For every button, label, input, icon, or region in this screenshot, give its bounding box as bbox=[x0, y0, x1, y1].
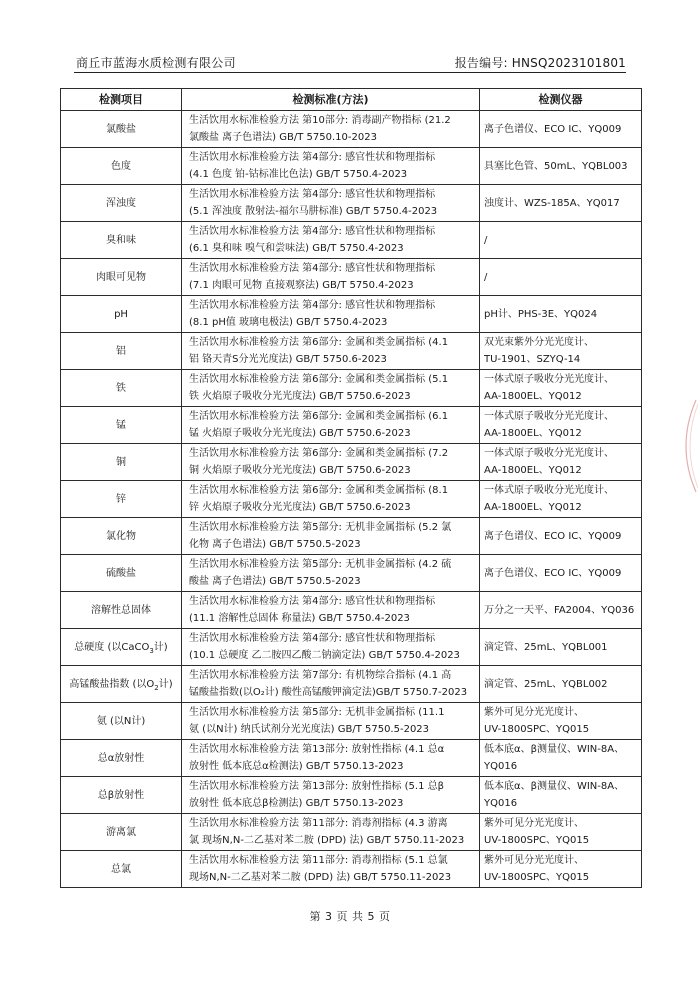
test-standard-line: 化物 离子色谱法) GB/T 5750.5-2023 bbox=[189, 539, 361, 550]
test-item-cell: 臭和味 bbox=[61, 222, 182, 259]
test-standard-cell bbox=[182, 518, 480, 555]
table-row bbox=[61, 703, 642, 740]
test-instrument-cell bbox=[480, 666, 642, 703]
test-item-cell: pH bbox=[61, 296, 182, 333]
test-standard-line: 生活饮用水标准检验方法 第4部分: 感官性状和物理指标 bbox=[189, 189, 436, 200]
test-instrument-line: 低本底α、β测量仪、WIN-8A、 bbox=[484, 744, 625, 755]
test-item-text: 总硬度 (以CaCO bbox=[74, 641, 150, 653]
table-row bbox=[61, 518, 642, 555]
test-instrument-cell bbox=[480, 740, 642, 777]
test-standard-line: (10.1 总硬度 乙二胺四乙酸二钠滴定法) GB/T 5750.4-2023 bbox=[189, 650, 460, 661]
test-standard-line: 现场N,N-二乙基对苯二胺 (DPD) 法) GB/T 5750.11-2023 bbox=[189, 872, 452, 883]
test-standard-line: 生活饮用水标准检验方法 第4部分: 感官性状和物理指标 bbox=[189, 596, 436, 607]
test-standard-line: 生活饮用水标准检验方法 第13部分: 放射性指标 (4.1 总α bbox=[189, 744, 445, 755]
test-standard-line: 酸盐 离子色谱法) GB/T 5750.5-2023 bbox=[189, 576, 361, 587]
test-item-cell: 浑浊度 bbox=[61, 185, 182, 222]
test-instrument-line: 双光束紫外分光光度计、 bbox=[484, 337, 594, 348]
test-standard-cell bbox=[182, 666, 480, 703]
table-row bbox=[61, 148, 642, 185]
test-standard-line: 生活饮用水标准检验方法 第5部分: 无机非金属指标 (5.2 氯 bbox=[189, 522, 452, 533]
test-instrument-line: AA-1800EL、YQ012 bbox=[484, 465, 582, 476]
test-item-cell: 色度 bbox=[61, 148, 182, 185]
test-standard-line: 生活饮用水标准检验方法 第5部分: 无机非金属指标 (4.2 硫 bbox=[189, 559, 452, 570]
test-standard-line: 放射性 低本底总α检测法) GB/T 5750.13-2023 bbox=[189, 761, 404, 772]
test-item-cell: 硫酸盐 bbox=[61, 555, 182, 592]
test-standard-line: 生活饮用水标准检验方法 第6部分: 金属和类金属指标 (4.1 bbox=[189, 337, 449, 348]
test-item-subscript: 3 bbox=[149, 646, 154, 655]
test-item-cell: 氨 (以N计) bbox=[61, 703, 182, 740]
test-standard-line: 生活饮用水标准检验方法 第13部分: 放射性指标 (5.1 总β bbox=[189, 781, 444, 792]
test-instrument-cell bbox=[480, 444, 642, 481]
test-standard-line: 生活饮用水标准检验方法 第6部分: 金属和类金属指标 (8.1 bbox=[189, 485, 449, 496]
test-item-suffix: 计) bbox=[153, 641, 168, 653]
test-instrument-cell bbox=[480, 851, 642, 888]
test-instrument-line: TU-1901、SZYQ-14 bbox=[484, 354, 581, 365]
test-standard-line: 生活饮用水标准检验方法 第11部分: 消毒剂指标 (5.1 总氯 bbox=[189, 855, 448, 866]
test-instrument-line: / bbox=[484, 234, 488, 246]
test-standard-cell bbox=[182, 111, 480, 148]
test-instrument-line: 滴定管、25mL、YQBL002 bbox=[484, 678, 608, 690]
test-item-cell: 肉眼可见物 bbox=[61, 259, 182, 296]
test-standards-table bbox=[60, 88, 642, 888]
table-row bbox=[61, 592, 642, 629]
test-instrument-cell bbox=[480, 777, 642, 814]
table-row bbox=[61, 111, 642, 148]
test-instrument-cell bbox=[480, 629, 642, 666]
test-standard-line: 生活饮用水标准检验方法 第4部分: 感官性状和物理指标 bbox=[189, 263, 436, 274]
test-standard-cell bbox=[182, 444, 480, 481]
test-instrument-cell bbox=[480, 148, 642, 185]
test-standard-cell bbox=[182, 481, 480, 518]
column-header-instrument: 检测仪器 bbox=[480, 89, 642, 111]
test-standard-line: (8.1 pH值 玻璃电极法) GB/T 5750.4-2023 bbox=[189, 317, 388, 328]
report-number: 报告编号: HNSQ2023101801 bbox=[454, 56, 626, 70]
table-row bbox=[61, 222, 642, 259]
test-instrument-cell bbox=[480, 222, 642, 259]
test-item-cell: 氯酸盐 bbox=[61, 111, 182, 148]
test-standard-line: 生活饮用水标准检验方法 第6部分: 金属和类金属指标 (5.1 bbox=[189, 374, 449, 385]
test-standard-line: 生活饮用水标准检验方法 第4部分: 感官性状和物理指标 bbox=[189, 633, 436, 644]
test-instrument-line: YQ016 bbox=[484, 761, 518, 772]
test-instrument-cell bbox=[480, 518, 642, 555]
test-instrument-cell bbox=[480, 333, 642, 370]
test-standard-line: 生活饮用水标准检验方法 第4部分: 感官性状和物理指标 bbox=[189, 300, 436, 311]
test-standard-cell bbox=[182, 740, 480, 777]
test-standard-cell bbox=[182, 333, 480, 370]
table-row bbox=[61, 333, 642, 370]
test-instrument-line: 浊度计、WZS-185A、YQ017 bbox=[484, 197, 620, 209]
test-standard-line: 锰 火焰原子吸收分光光度法) GB/T 5750.6-2023 bbox=[189, 428, 411, 439]
test-standard-cell bbox=[182, 370, 480, 407]
test-instrument-line: YQ016 bbox=[484, 798, 518, 809]
test-standard-line: (6.1 臭和味 嗅气和尝味法) GB/T 5750.4-2023 bbox=[189, 243, 404, 254]
table-row bbox=[61, 407, 642, 444]
test-instrument-line: 离子色谱仪、ECO IC、YQ009 bbox=[484, 567, 622, 579]
test-standard-line: 氯酸盐 离子色谱法) GB/T 5750.10-2023 bbox=[189, 132, 377, 143]
test-instrument-line: 一体式原子吸收分光光度计、 bbox=[484, 374, 614, 385]
test-standard-line: 放射性 低本底总β检测法) GB/T 5750.13-2023 bbox=[189, 798, 404, 809]
test-item-cell: 溶解性总固体 bbox=[61, 592, 182, 629]
test-standard-line: 铝 铬天青S分光光度法) GB/T 5750.6-2023 bbox=[189, 354, 387, 365]
table-row bbox=[61, 740, 642, 777]
test-instrument-line: pH计、PHS-3E、YQ024 bbox=[484, 308, 598, 320]
test-instrument-cell bbox=[480, 111, 642, 148]
test-standard-cell bbox=[182, 703, 480, 740]
test-item-cell: 锌 bbox=[61, 481, 182, 518]
test-standard-cell bbox=[182, 185, 480, 222]
test-instrument-line: 离子色谱仪、ECO IC、YQ009 bbox=[484, 530, 622, 542]
test-item-suffix: 计) bbox=[158, 678, 173, 690]
column-header-standard: 检测标准(方法) bbox=[182, 89, 480, 111]
test-item-cell: 总β放射性 bbox=[61, 777, 182, 814]
table-row bbox=[61, 444, 642, 481]
test-instrument-cell bbox=[480, 259, 642, 296]
table-row bbox=[61, 296, 642, 333]
test-standard-line: 铁 火焰原子吸收分光光度法) GB/T 5750.6-2023 bbox=[189, 391, 411, 402]
test-instrument-line: / bbox=[484, 271, 488, 283]
test-standard-line: 生活饮用水标准检验方法 第7部分: 有机物综合指标 (4.1 高 bbox=[189, 670, 452, 681]
test-item-cell: 锰 bbox=[61, 407, 182, 444]
test-instrument-line: UV-1800SPC、YQ015 bbox=[484, 724, 590, 735]
table-row bbox=[61, 481, 642, 518]
test-instrument-line: UV-1800SPC、YQ015 bbox=[484, 872, 590, 883]
test-instrument-line: AA-1800EL、YQ012 bbox=[484, 502, 582, 513]
test-item-cell: 游离氯 bbox=[61, 814, 182, 851]
test-standard-line: 生活饮用水标准检验方法 第6部分: 金属和类金属指标 (7.2 bbox=[189, 448, 449, 459]
test-instrument-line: AA-1800EL、YQ012 bbox=[484, 391, 582, 402]
test-instrument-line: 一体式原子吸收分光光度计、 bbox=[484, 411, 614, 422]
test-instrument-cell bbox=[480, 592, 642, 629]
test-instrument-line: 低本底α、β测量仪、WIN-8A、 bbox=[484, 781, 625, 792]
table-row bbox=[61, 851, 642, 888]
table-row bbox=[61, 777, 642, 814]
test-standard-cell bbox=[182, 296, 480, 333]
seal-stamp-fragment bbox=[674, 398, 698, 494]
test-standard-line: 氯 现场N,N-二乙基对苯二胺 (DPD) 法) GB/T 5750.11-2023 bbox=[189, 835, 465, 846]
test-standard-line: 生活饮用水标准检验方法 第4部分: 感官性状和物理指标 bbox=[189, 226, 436, 237]
test-instrument-line: 一体式原子吸收分光光度计、 bbox=[484, 485, 614, 496]
column-header-item: 检测项目 bbox=[61, 89, 182, 111]
test-instrument-line: 离子色谱仪、ECO IC、YQ009 bbox=[484, 123, 622, 135]
test-instrument-line: 紫外可见分光光度计、 bbox=[484, 707, 584, 718]
test-standard-line: 锌 火焰原子吸收分光光度法) GB/T 5750.6-2023 bbox=[189, 502, 411, 513]
test-standard-line: (7.1 肉眼可见物 直接观察法) GB/T 5750.4-2023 bbox=[189, 280, 414, 291]
test-standard-cell bbox=[182, 777, 480, 814]
test-standard-line: 生活饮用水标准检验方法 第6部分: 金属和类金属指标 (6.1 bbox=[189, 411, 449, 422]
test-instrument-line: 紫外可见分光光度计、 bbox=[484, 855, 584, 866]
test-standard-line: 生活饮用水标准检验方法 第11部分: 消毒剂指标 (4.3 游离 bbox=[189, 818, 448, 829]
test-instrument-line: UV-1800SPC、YQ015 bbox=[484, 835, 590, 846]
test-instrument-line: 具塞比色管、50mL、YQBL003 bbox=[484, 160, 628, 172]
test-instrument-cell bbox=[480, 185, 642, 222]
test-standard-line: 锰酸盐指数(以O₂计) 酸性高锰酸钾滴定法)GB/T 5750.7-2023 bbox=[189, 687, 468, 698]
test-instrument-cell bbox=[480, 555, 642, 592]
test-item-cell bbox=[61, 666, 182, 703]
test-standard-line: (4.1 色度 铂-钴标准比色法) GB/T 5750.4-2023 bbox=[189, 169, 408, 180]
test-item-cell bbox=[61, 629, 182, 666]
test-instrument-cell bbox=[480, 370, 642, 407]
table-row bbox=[61, 814, 642, 851]
test-instrument-line: 滴定管、25mL、YQBL001 bbox=[484, 641, 608, 653]
test-standard-line: 生活饮用水标准检验方法 第5部分: 无机非金属指标 (11.1 bbox=[189, 707, 445, 718]
page-header bbox=[74, 52, 626, 72]
test-standard-line: 氨 (以N计) 纳氏试剂分光光度法) GB/T 5750.5-2023 bbox=[189, 724, 430, 735]
header-divider bbox=[74, 72, 626, 73]
test-standard-cell bbox=[182, 148, 480, 185]
table-header-row bbox=[61, 89, 642, 111]
test-instrument-cell bbox=[480, 814, 642, 851]
test-instrument-cell bbox=[480, 703, 642, 740]
test-standard-cell bbox=[182, 592, 480, 629]
test-instrument-cell bbox=[480, 407, 642, 444]
test-instrument-line: 紫外可见分光光度计、 bbox=[484, 818, 584, 829]
test-standard-line: (11.1 溶解性总固体 称量法) GB/T 5750.4-2023 bbox=[189, 613, 410, 624]
test-standard-cell bbox=[182, 814, 480, 851]
test-instrument-line: AA-1800EL、YQ012 bbox=[484, 428, 582, 439]
table-row bbox=[61, 370, 642, 407]
test-standard-cell bbox=[182, 222, 480, 259]
test-standard-cell bbox=[182, 259, 480, 296]
table-row bbox=[61, 555, 642, 592]
test-standard-line: 铜 火焰原子吸收分光光度法) GB/T 5750.6-2023 bbox=[189, 465, 411, 476]
test-instrument-line: 万分之一天平、FA2004、YQ036 bbox=[484, 604, 635, 616]
test-instrument-cell bbox=[480, 481, 642, 518]
test-standard-line: 生活饮用水标准检验方法 第10部分: 消毒副产物指标 (21.2 bbox=[189, 115, 451, 126]
test-standard-cell bbox=[182, 555, 480, 592]
test-standard-cell bbox=[182, 407, 480, 444]
test-item-cell: 氯化物 bbox=[61, 518, 182, 555]
table-row bbox=[61, 629, 642, 666]
test-standard-cell bbox=[182, 629, 480, 666]
test-item-subscript: 2 bbox=[154, 683, 159, 692]
page-indicator: 第 3 页 共 5 页 bbox=[309, 910, 391, 923]
table-row bbox=[61, 185, 642, 222]
test-item-cell: 铁 bbox=[61, 370, 182, 407]
test-item-cell: 铜 bbox=[61, 444, 182, 481]
company-name: 商丘市蓝海水质检测有限公司 bbox=[76, 56, 236, 70]
test-item-cell: 总α放射性 bbox=[61, 740, 182, 777]
test-instrument-cell bbox=[480, 296, 642, 333]
test-standard-cell bbox=[182, 851, 480, 888]
test-item-text: 高锰酸盐指数 (以O bbox=[69, 678, 155, 690]
test-standard-line: 生活饮用水标准检验方法 第4部分: 感官性状和物理指标 bbox=[189, 152, 436, 163]
table-row bbox=[61, 259, 642, 296]
test-instrument-line: 一体式原子吸收分光光度计、 bbox=[484, 448, 614, 459]
table-row bbox=[61, 666, 642, 703]
test-item-cell: 总氯 bbox=[61, 851, 182, 888]
test-standard-line: (5.1 浑浊度 散射法-福尔马肼标准) GB/T 5750.4-2023 bbox=[189, 206, 438, 217]
test-item-cell: 铝 bbox=[61, 333, 182, 370]
